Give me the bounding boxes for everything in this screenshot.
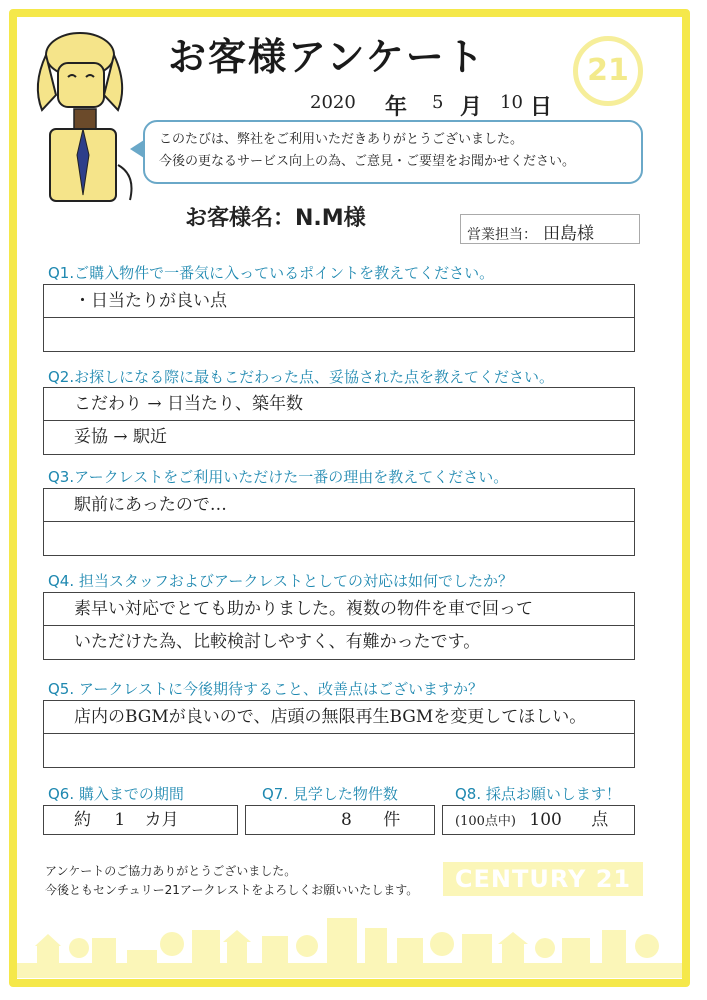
q2-question: Q2.お探しになる際に最もこだわった点、妥協された点を教えてください。: [48, 368, 554, 386]
intro-line-1: このたびは、弊社をご利用いただきありがとうございました。: [159, 132, 524, 147]
q6-value: 1: [114, 810, 126, 830]
date-month: 5: [432, 92, 444, 113]
q7-value: 8: [341, 810, 352, 830]
q4-answer-box: [43, 592, 635, 660]
q5-answer-box: [43, 700, 635, 768]
q7-question: Q7. 見学した物件数: [262, 785, 398, 803]
q8-unit: 点: [591, 810, 609, 830]
q1-answer-line-1: ・日当たりが良い点: [44, 285, 634, 318]
date-year: 2020: [310, 92, 356, 113]
q7-unit: 件: [383, 810, 401, 830]
q5-answer-line-2: [44, 734, 634, 767]
q8-prefix: (100点中): [455, 814, 516, 829]
intro-speech-bubble: [143, 120, 643, 184]
date-month-unit: 月: [460, 94, 483, 120]
q6-prefix: 約: [74, 810, 91, 830]
q5-answer-line-1: 店内のBGMが良いので、店頭の無限再生BGMを変更してほしい。: [44, 701, 634, 734]
staff-label: 営業担当：: [467, 227, 537, 243]
thanks-message: [45, 862, 418, 900]
date-day: 10: [500, 92, 523, 113]
q8-question: Q8. 採点お願いします！: [455, 785, 621, 803]
q3-question: Q3.アークレストをご利用いただけた一番の理由を教えてください。: [48, 468, 509, 486]
speech-bubble-tail: [130, 140, 144, 158]
thanks-line-1: アンケートのご協力ありがとうございました。: [45, 864, 297, 878]
q2-answer-box: [43, 387, 635, 455]
q8-answer-box: [442, 805, 635, 835]
q3-answer-box: [43, 488, 635, 556]
date-year-unit: 年: [385, 94, 408, 120]
q6-unit: カ月: [144, 810, 179, 830]
q4-answer-line-2: いただけた為、比較検討しやすく、有難かったです。: [74, 632, 481, 652]
staff-name: 田島様: [543, 224, 594, 244]
q7-answer-box: [245, 805, 435, 835]
q3-answer-line-2: [44, 522, 634, 555]
q2-answer-line-2: 妥協 → 駅近: [74, 427, 168, 447]
q4-answer-line-1: 素早い対応でとても助かりました。複数の物件を車で回って: [44, 593, 634, 626]
q1-answer-box: [43, 284, 635, 352]
q1-question: Q1.ご購入物件で一番気に入っているポイントを教えてください。: [48, 264, 495, 282]
q8-value: 100: [529, 810, 562, 830]
q2-answer-line-1: こだわり → 日当たり、築年数: [44, 388, 634, 421]
q6-answer-box: [43, 805, 238, 835]
staff-box: [460, 214, 640, 244]
q4-question: Q4. 担当スタッフおよびアークレストとしての対応は如何でしたか？: [48, 572, 513, 590]
intro-line-2: 今後の更なるサービス向上の為、ご意見・ご要望をお聞かせください。: [159, 154, 576, 169]
century21-logo: 21: [573, 36, 643, 106]
q6-question: Q6. 購入までの期間: [48, 785, 184, 803]
customer-name: お客様名：N.M様: [185, 206, 366, 231]
town-skyline-illustration: [17, 908, 682, 978]
q1-answer-line-2: [44, 318, 634, 351]
century21-brand-banner: CENTURY 21: [443, 862, 643, 896]
mascot-dog-illustration: [22, 25, 140, 210]
q3-answer-line-1: 駅前にあったので…: [44, 489, 634, 522]
q5-question: Q5. アークレストに今後期待すること、改善点はございますか？: [48, 680, 483, 698]
date-day-unit: 日: [530, 94, 553, 120]
page-title: お客様アンケート: [168, 35, 486, 79]
thanks-line-2: 今後ともセンチュリー21アークレストをよろしくお願いいたします。: [45, 883, 419, 897]
